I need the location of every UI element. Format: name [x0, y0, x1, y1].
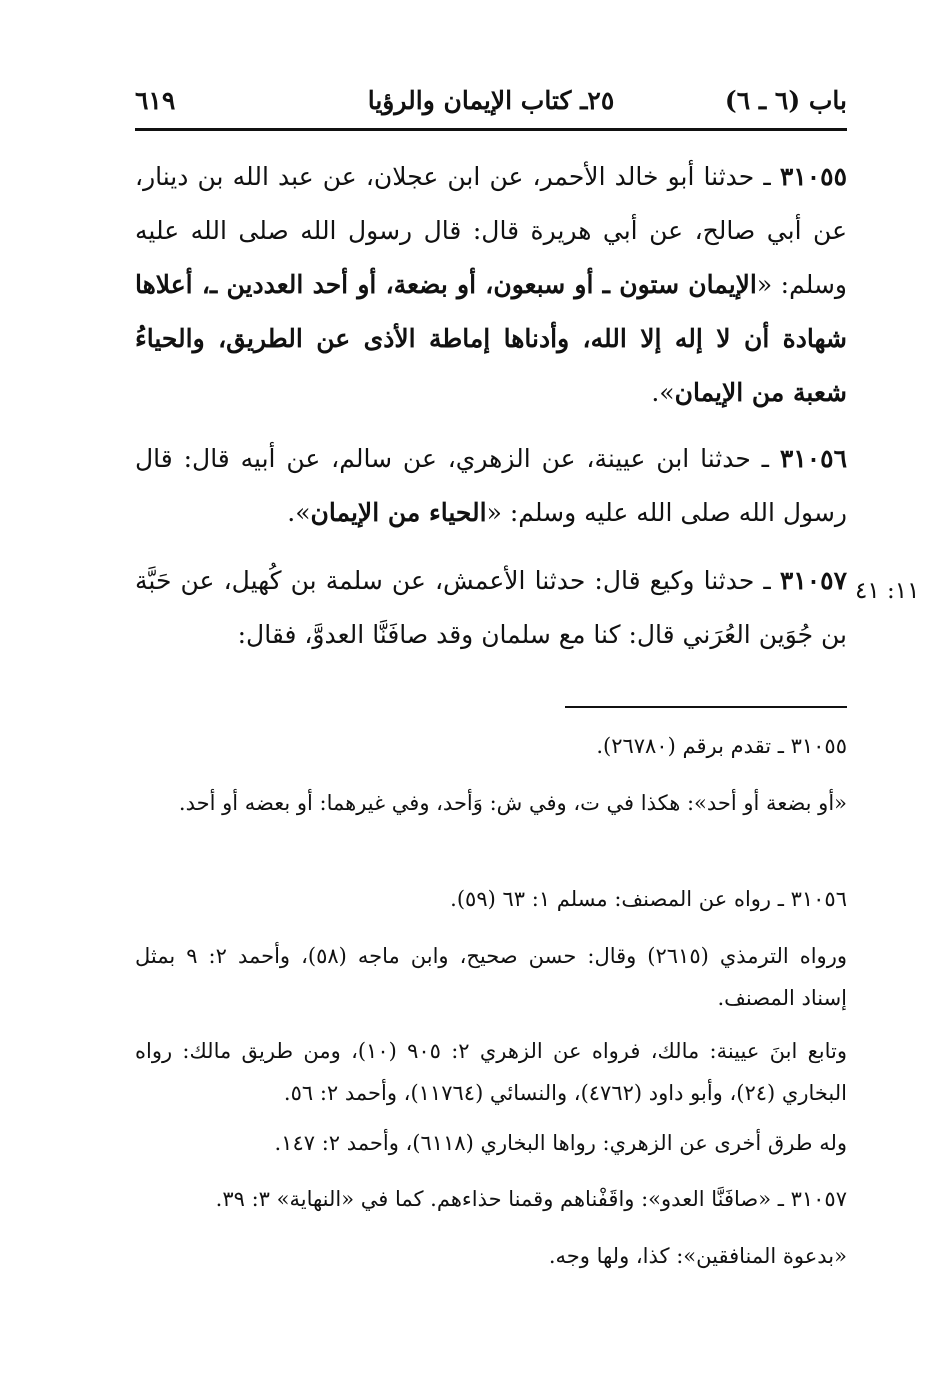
- hadith-text: [135, 432, 847, 540]
- header-rule: [135, 128, 847, 131]
- hadith-number: ٣١٠٥٧: [779, 566, 847, 595]
- footnote: وتابع ابنَ عيينة: مالك، فرواه عن الزهري ٢: ٩٠٥ (١٠)، ومن طريق مالك: رواه البخاري (٢٤)، وأبو داود (٤٧٦٢)، والنسائي (١١٧٦٤)، وأحمد ٢: ٥٦.: [135, 1039, 847, 1105]
- footnote: وله طرق أخرى عن الزهري: رواها البخاري (٦١١٨)، وأحمد ٢: ١٤٧.: [274, 1131, 847, 1155]
- footnote: «أو بضعة أو أحد»: هكذا في ت، وفي ش: وَأحد، وفي غيرهما: أو بعضه أو أحد.: [178, 791, 847, 815]
- chapter-heading: باب (٦ ـ ٦): [724, 86, 847, 115]
- page-header: [135, 80, 847, 120]
- hadith-number: ٣١٠٥٦: [779, 444, 847, 473]
- footnote: «بدعوة المنافقين»: كذا، ولها وجه.: [548, 1244, 847, 1268]
- footnote-rule: [565, 706, 847, 708]
- hadith-text: [135, 554, 847, 662]
- hadith-entry: [135, 432, 847, 540]
- hadith-entry: [135, 554, 847, 662]
- hadith-isnad: ـ حدثنا وكيع قال: حدثنا الأعمش، عن سلمة بن كُهيل، عن حَبَّة بن جُوَين العُرَني قال: كنا مع سلمان وقد صافَنَّا العدوَّ، فقال:: [135, 566, 847, 649]
- footnote: ورواه الترمذي (٢٦١٥) وقال: حسن صحيح، وابن ماجه (٥٨)، وأحمد ٢: ٩ بمثل إسناد المصنف.: [135, 944, 847, 1010]
- hadith-number: ٣١٠٥٥: [779, 162, 847, 191]
- book-title: ٢٥ـ كتاب الإيمان والرؤيا: [367, 86, 615, 115]
- hadith-matn: الحياء من الإيمان: [310, 498, 487, 527]
- hadith-isnad: ـ حدثنا أبو خالد الأحمر، عن ابن عجلان، عن عبد الله بن دينار، عن أبي صالح، عن أبي هريرة قال: قال رسول الله صلى الله عليه وسلم: «: [135, 162, 847, 299]
- margin-reference: ١١: ٤١: [855, 578, 920, 604]
- hadith-closing: ».: [651, 378, 675, 407]
- footnote: ٣١٠٥٧ ـ «صافَنَّا العدو»: واقَفْناهم وقمنا حذاءهم. كما في «النهاية» ٣: ٣٩.: [215, 1187, 847, 1211]
- page-number: ٦١٩: [135, 86, 176, 115]
- footnote: ٣١٠٥٥ ـ تقدم برقم (٢٦٧٨٠).: [596, 734, 847, 758]
- hadith-matn: الإيمان ستون ـ أو سبعون، أو بضعة، أو أحد العددين ـ، أعلاها شهادة أن لا إله إلا الله، وأدناها إماطة الأذى عن الطريق، والحياءُ شعبة من الإيمان: [135, 270, 847, 407]
- hadith-entry: [135, 150, 847, 420]
- footnote: ٣١٠٥٦ ـ رواه عن المصنف: مسلم ١: ٦٣ (٥٩).: [450, 887, 847, 911]
- hadith-isnad: ـ حدثنا ابن عيينة، عن الزهري، عن سالم، عن أبيه قال: قال رسول الله صلى الله عليه وسلم: «: [135, 444, 847, 527]
- hadith-text: [135, 150, 847, 420]
- hadith-closing: ».: [287, 498, 311, 527]
